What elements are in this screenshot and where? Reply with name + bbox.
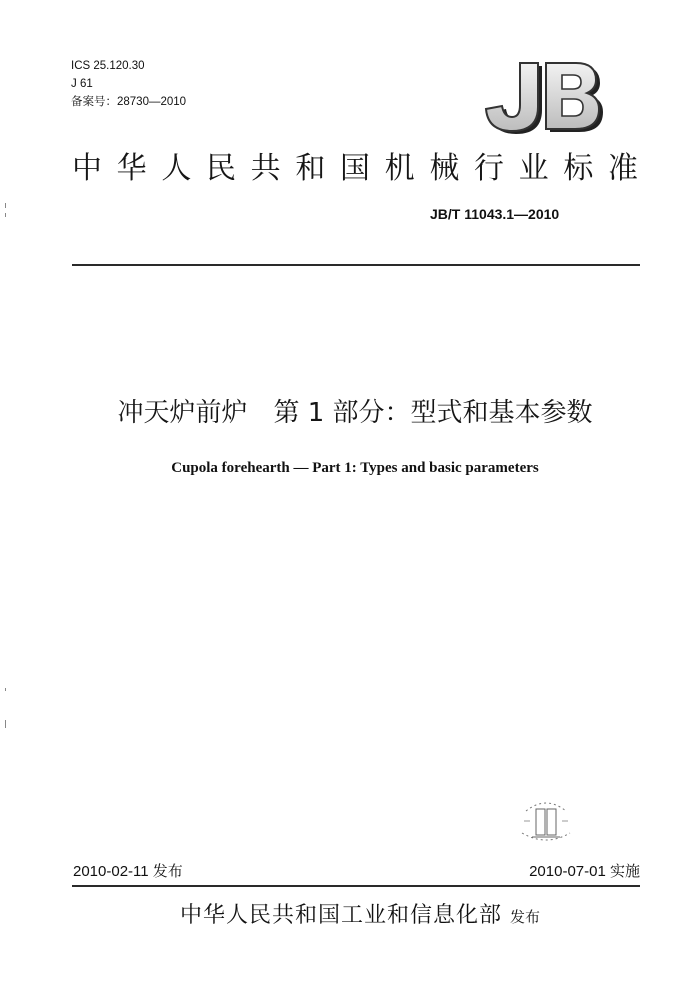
- standard-number: [430, 205, 559, 223]
- issuer-name: 中华人民共和国工业和信息化部: [179, 903, 502, 928]
- ics-code: ICS 25.120.30: [71, 60, 145, 72]
- header-divider: [72, 264, 640, 266]
- scan-artifact: [5, 688, 6, 691]
- record-number: 备案号：28730—2010: [71, 96, 187, 108]
- standard-number-text: JB/T 11043.1—2010: [430, 206, 560, 222]
- issue-date: 2010-02-11 发布: [73, 863, 183, 880]
- scan-artifact: [5, 203, 6, 208]
- scan-artifact: [5, 213, 6, 217]
- scan-artifact: [5, 720, 6, 728]
- j-classification: J 61: [71, 78, 93, 90]
- implementation-date: 2010-07-01 实施: [529, 863, 640, 880]
- jb-logo-icon: [478, 60, 604, 138]
- issuer-suffix: 发布: [510, 908, 541, 926]
- footer-divider: [72, 885, 640, 887]
- document-title-en: Cupola forehearth — Part 1: Types and basic parameters: [171, 460, 539, 476]
- document-title-cn: 冲天炉前炉 第 1 部分：型式和基本参数: [117, 398, 593, 428]
- issuing-authority: [120, 901, 600, 932]
- standard-category-title: 中华人民共和国机械行业标准: [72, 151, 640, 186]
- library-seal-icon: [512, 793, 580, 847]
